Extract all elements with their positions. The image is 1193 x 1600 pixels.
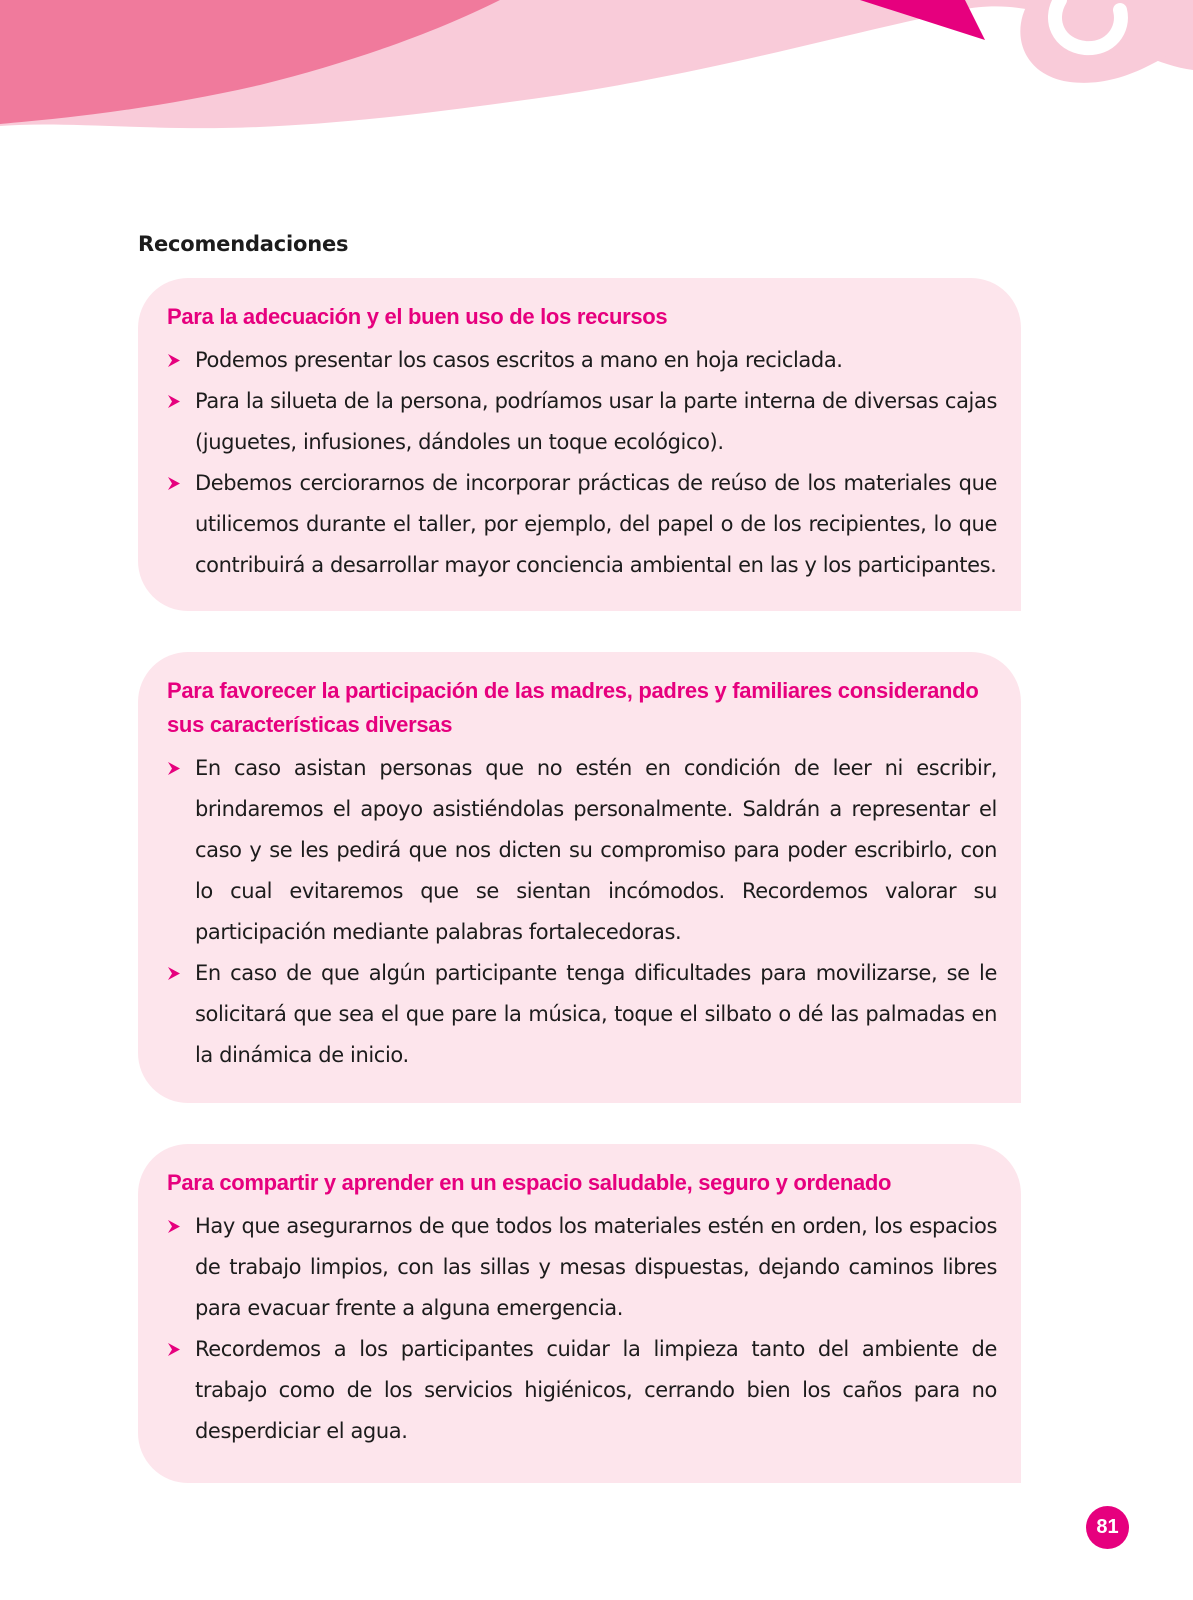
chevron-right-icon — [167, 353, 181, 368]
list-item-text: Hay que asegurarnos de que todos los materiales estén en orden, los espacios de trabajo limpios, con las sillas y mesas dispuestas, dejando caminos libres para evacuar frente a alguna emergencia. — [195, 1214, 997, 1320]
chevron-right-icon — [167, 394, 181, 409]
list-item — [167, 340, 997, 381]
list-item — [167, 953, 997, 1076]
chevron-right-icon — [167, 1342, 181, 1357]
list-item — [167, 748, 997, 953]
list-item-text: Recordemos a los participantes cuidar la limpieza tanto del ambiente de trabajo como de los servicios higiénicos, cerrando bien los caños para no desperdiciar el agua. — [195, 1337, 997, 1443]
recommendation-card-resources — [138, 278, 1021, 611]
list-item-text: En caso asistan personas que no estén en condición de leer ni escribir, brindaremos el apoyo asistiéndolas personalmente. Saldrán a representar el caso y se les pedirá que nos dicten su compromiso para poder escribirlo, con lo cual evitaremos que se sientan incómodos. Recordemos valorar su participación mediante palabras fortalecedoras. — [195, 756, 997, 944]
list-item-text: Para la silueta de la persona, podríamos usar la parte interna de diversas cajas (juguetes, infusiones, dándoles un toque ecológico). — [195, 389, 997, 454]
list-item-text: Debemos cerciorarnos de incorporar prácticas de reúso de los materiales que utilicemos durante el taller, por ejemplo, del papel o de los recipientes, lo que contribuirá a desarrollar mayor conciencia ambiental en las y los participantes. — [195, 471, 997, 577]
chevron-right-icon — [167, 761, 181, 776]
page-number-badge — [1086, 1506, 1129, 1549]
card-heading: Para compartir y aprender en un espacio saludable, seguro y ordenado — [167, 1170, 892, 1195]
list-item — [167, 1329, 997, 1452]
page-number: 81 — [1096, 1516, 1119, 1538]
chevron-right-icon — [167, 1219, 181, 1234]
recommendation-card-safe-space — [138, 1144, 1021, 1483]
list-item — [167, 463, 997, 586]
section-title: Recomendaciones — [138, 232, 349, 256]
chevron-right-icon — [167, 966, 181, 981]
recommendation-card-participation — [138, 652, 1021, 1103]
card-heading: Para favorecer la participación de las madres, padres y familiares considerando sus características diversas — [167, 678, 979, 737]
chevron-right-icon — [167, 476, 181, 491]
card-heading: Para la adecuación y el buen uso de los recursos — [167, 304, 668, 329]
list-item-text: Podemos presentar los casos escritos a mano en hoja reciclada. — [195, 348, 843, 372]
header-wave-decoration — [0, 0, 1193, 150]
list-item — [167, 1206, 997, 1329]
list-item — [167, 381, 997, 463]
list-item-text: En caso de que algún participante tenga dificultades para movilizarse, se le solicitará que sea el que pare la música, toque el silbato o dé las palmadas en la dinámica de inicio. — [195, 961, 997, 1067]
